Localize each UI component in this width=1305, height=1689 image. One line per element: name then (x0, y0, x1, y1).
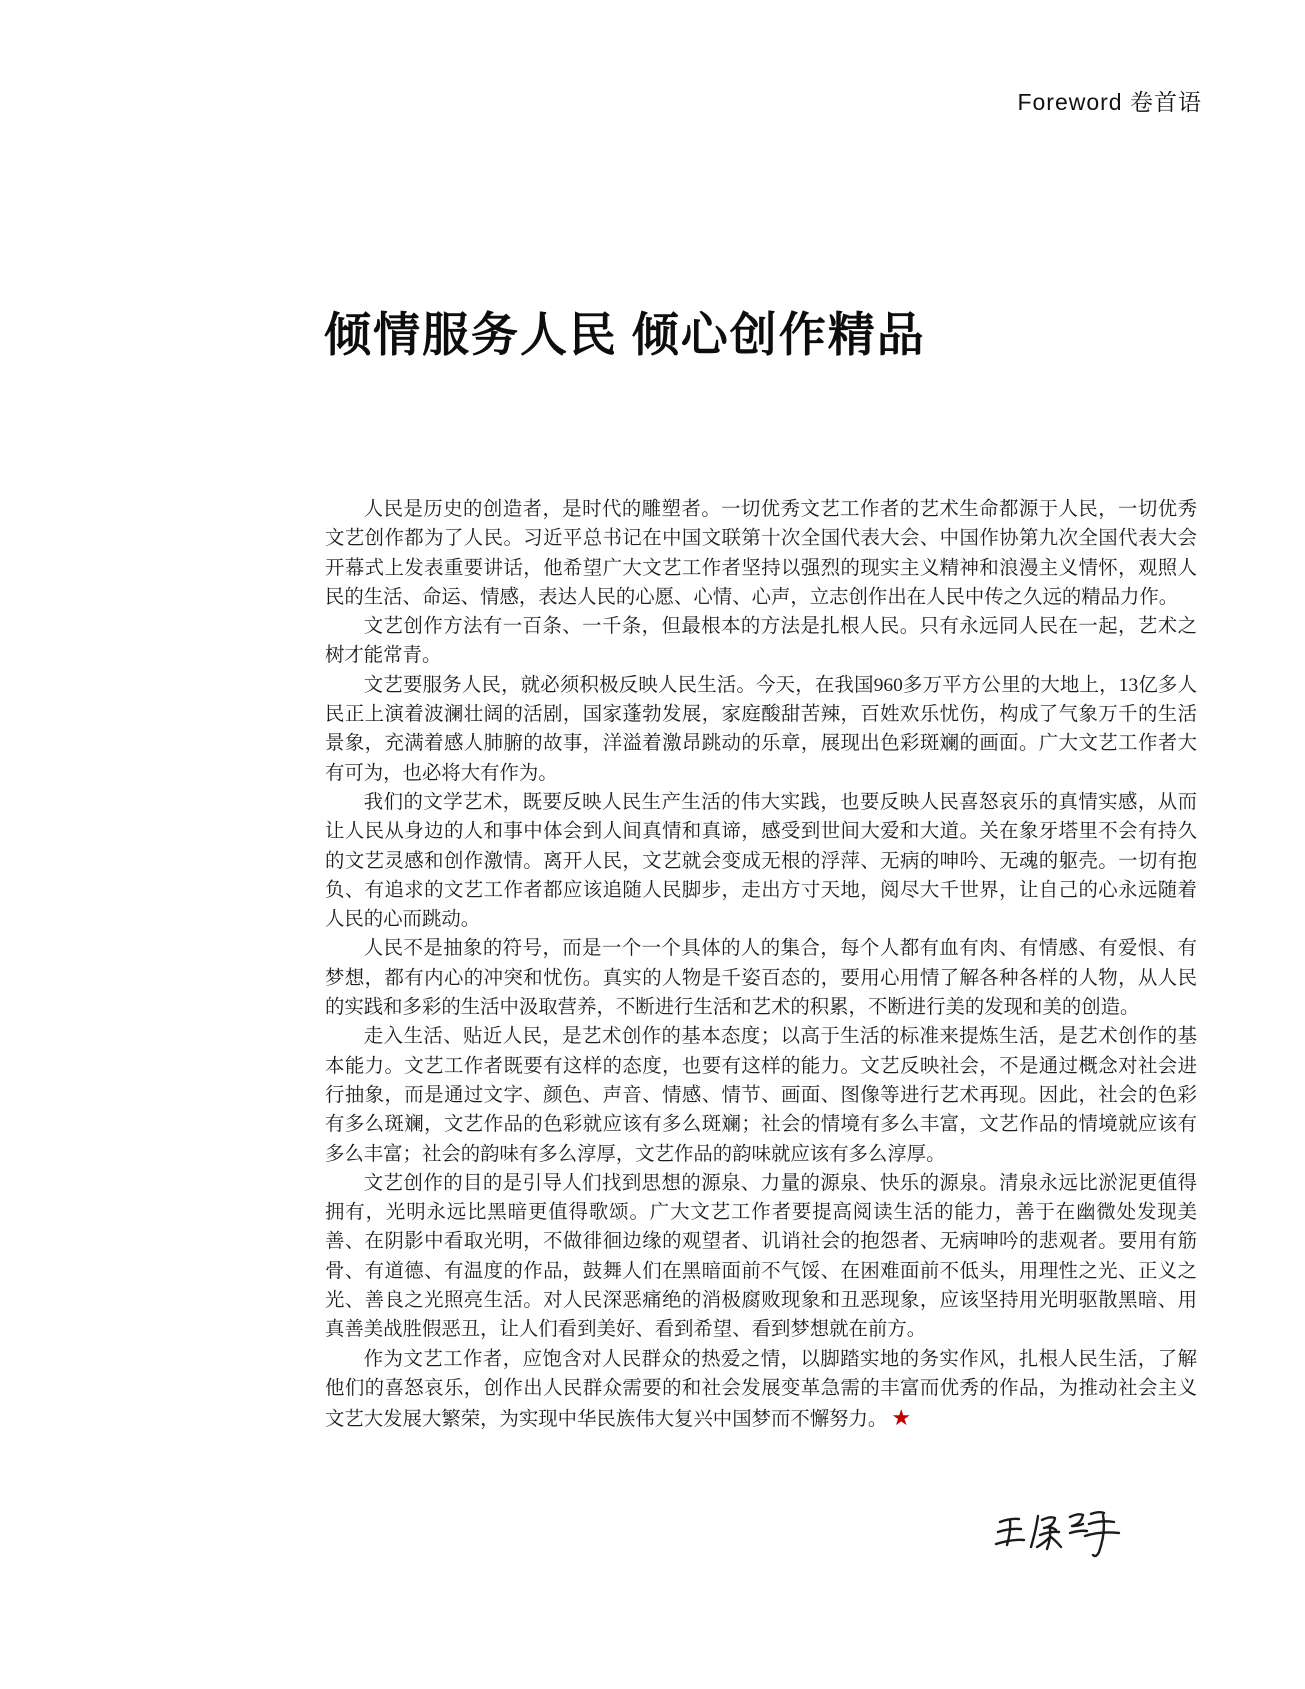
end-of-article-star-icon: ★ (891, 1405, 912, 1431)
paragraph-text: 作为文艺工作者，应饱含对人民群众的热爱之情，以脚踏实地的务实作风，扎根人民生活，了解他们的喜怒哀乐，创作出人民群众需要的和社会发展变革急需的丰富而优秀的作品，为推动社会主义文艺大发展大繁荣，为实现中华民族伟大复兴中国梦而不懈努力。 (325, 1348, 1197, 1431)
page-header: Foreword 卷首语 (1017, 89, 1202, 115)
paragraph: 走入生活、贴近人民，是艺术创作的基本态度；以高于生活的标准来提炼生活，是艺术创作的基本能力。文艺工作者既要有这样的态度，也要有这样的能力。文艺反映社会，不是通过概念对社会进行抽象，而是通过文字、颜色、声音、情感、情节、画面、图像等进行艺术再现。因此，社会的色彩有多么斑斓，文艺作品的色彩就应该有多么斑斓；社会的情境有多么丰富，文艺作品的情境就应该有多么丰富；社会的韵味有多么淳厚，文艺作品的韵味就应该有多么淳厚。 (325, 1026, 1197, 1165)
paragraph: 人民是历史的创造者，是时代的雕塑者。一切优秀文艺工作者的艺术生命都源于人民，一切优秀文艺创作都为了人民。习近平总书记在中国文联第十次全国代表大会、中国作协第九次全国代表大会开幕式上发表重要讲话，他希望广大文艺工作者坚持以强烈的现实主义精神和浪漫主义情怀，观照人民的生活、命运、情感，表达人民的心愿、心情、心声，立志创作出在人民中传之久远的精品力作。 (325, 499, 1197, 608)
paragraph: 人民不是抽象的符号，而是一个一个具体的人的集合，每个人都有血有肉、有情感、有爱恨、有梦想，都有内心的冲突和忧伤。真实的人物是千姿百态的，要用心用情了解各种各样的人物，从人民的实践和多彩的生活中汲取营养，不断进行生活和艺术的积累，不断进行美的发现和美的创造。 (325, 938, 1197, 1019)
signature-ink-icon (990, 1500, 1130, 1570)
handwritten-signature (990, 1500, 1130, 1570)
article-title: 倾情服务人民 倾心创作精品 (324, 310, 926, 362)
paragraph: 文艺要服务人民，就必须积极反映人民生活。今天，在我国960多万平方公里的大地上，13亿多人民正上演着波澜壮阔的活剧，国家蓬勃发展，家庭酸甜苦辣，百姓欢乐忧伤，构成了气象万千的生活景象，充满着感人肺腑的故事，洋溢着激昂跳动的乐章，展现出色彩斑斓的画面。广大文艺工作者大有可为，也必将大有作为。 (325, 674, 1197, 784)
paragraph: 我们的文学艺术，既要反映人民生产生活的伟大实践，也要反映人民喜怒哀乐的真情实感，从而让人民从身边的人和事中体会到人间真情和真谛，感受到世间大爱和大道。关在象牙塔里不会有持久的文艺灵感和创作激情。离开人民，文艺就会变成无根的浮萍、无病的呻吟、无魂的躯壳。一切有抱负、有追求的文艺工作者都应该追随人民脚步，走出方寸天地，阅尽大千世界，让自己的心永远随着人民的心而跳动。 (325, 791, 1197, 931)
paragraph: 文艺创作的目的是引导人们找到思想的源泉、力量的源泉、快乐的源泉。清泉永远比淤泥更值得拥有，光明永远比黑暗更值得歌颂。广大文艺工作者要提高阅读生活的能力，善于在幽微处发现美善、在阴影中看取光明，不做徘徊边缘的观望者、讥诮社会的抱怨者、无病呻吟的悲观者。要用有筋骨、有道德、有温度的作品，鼓舞人们在黑暗面前不气馁、在困难面前不低头，用理性之光、正义之光、善良之光照亮生活。对人民深恶痛绝的消极腐败现象和丑恶现象，应该坚持用光明驱散黑暗、用真善美战胜假恶丑，让人们看到美好、看到希望、看到梦想就在前方。 (325, 1172, 1197, 1341)
paragraph-last (325, 1345, 1197, 1435)
paragraph: 文艺创作方法有一百条、一千条，但最根本的方法是扎根人民。只有永远同人民在一起，艺术之树才能常青。 (325, 616, 1197, 667)
article-body (325, 495, 1197, 1435)
